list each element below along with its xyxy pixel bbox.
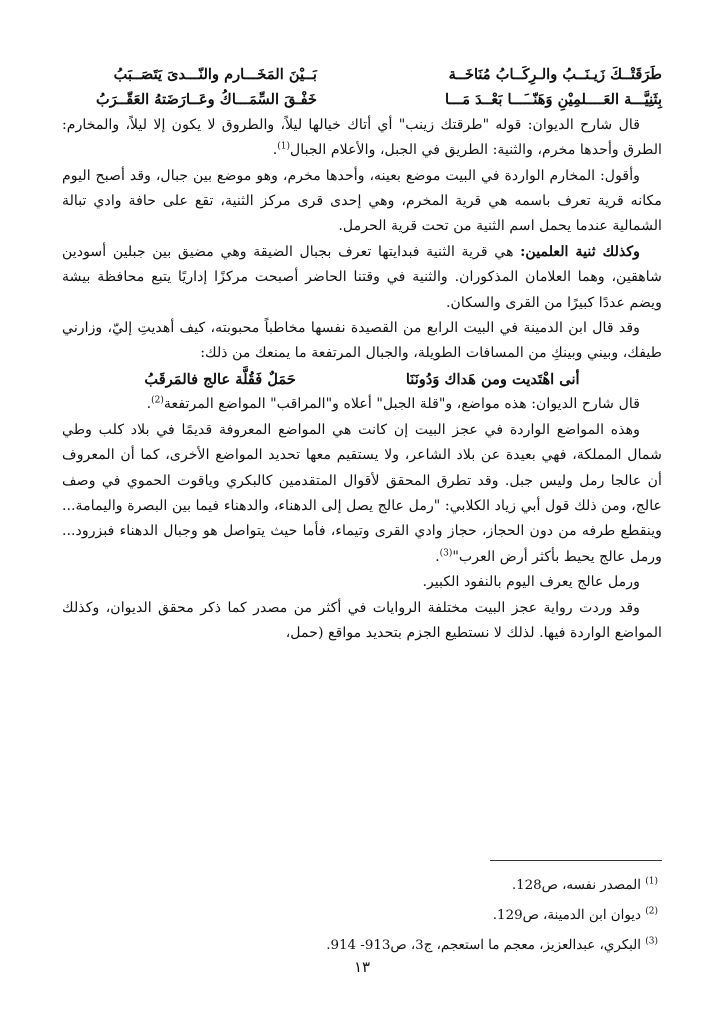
page-body <box>62 62 662 646</box>
paragraph-makharim <box>62 164 662 240</box>
paragraph-text: قال شارح الديوان: قوله "طرقتك زينب" أي أتاك خيالها ليلاً، والطروق لا يكون إلا ليلاً، والمخارم: الطرق وأحدها مخرم، والثنية: الطريق في الجبل، والأعلام الجبال <box>62 116 662 159</box>
paragraph-riwaya <box>62 596 662 647</box>
paragraph-lead: وكذلك ثنية العلمين: <box>520 243 641 260</box>
page-number: ١٣ <box>353 958 371 976</box>
verse-3-hemistich-2: حَمَلٌ فَقُلَّة عالج فالمَرقَبُ <box>144 370 296 388</box>
footnote-ref-2[interactable]: (2) <box>151 395 164 406</box>
footnote-1 <box>62 871 662 901</box>
paragraph-commentary-2 <box>62 392 662 417</box>
paragraph-text: وقد قال ابن الدمينة في البيت الرابع من القصيدة نفسها مخاطباً محبوبته، كيف أهديتِ إليّ، وزارني طيفك، وبيني وبينكِ من المسافات الطويلة، والجبال المرتفعة ما يمنعك من ذلك: <box>62 320 662 362</box>
verse-line-1 <box>62 62 662 87</box>
verse-3-hemistich-1: أنى اهْتَديت ومن هَداك وَدُونَنَا <box>405 370 580 388</box>
footnote-marker: (1) <box>645 876 658 887</box>
paragraph-tail: . <box>146 396 152 413</box>
paragraph-tail: . <box>435 548 440 565</box>
paragraph-ibn-dumayna <box>62 316 662 367</box>
footnote-ref-1[interactable]: (1) <box>277 141 290 152</box>
verse-2-hemistich-1: بِثَنِيَّـــة العَــــلمِيْنِ وَهَنّــَـــا بَعْــدَ مَـــا <box>444 91 662 109</box>
footnote-marker: (3) <box>645 936 658 947</box>
footnote-text: ديوان ابن الدمينة، ص129. <box>492 908 641 923</box>
verse-1-hemistich-2: بَــيْنَ المَخَـــارم والنّـــدىَ يَتَصَــبَبُ <box>113 66 317 83</box>
verse-2-hemistich-2: خَفْـقَ السِّمَـــاكُ وعَــارَضَتهُ العَقّــرَبُ <box>95 91 317 109</box>
footnote-3 <box>62 931 662 961</box>
footnote-text: البكري، عبدالعزيز، معجم ما استعجم، ج3، ص913- 914. <box>326 938 641 953</box>
verse-line-2 <box>62 87 662 112</box>
footnote-text: المصدر نفسه، ص128. <box>511 878 641 893</box>
footnote-marker: (2) <box>645 906 658 917</box>
verse-line-3 <box>62 367 662 392</box>
paragraph-text: وقد وردت رواية عجز البيت مختلفة الروايات في أكثر من مصدر كما ذكر محقق الديوان، وكذلك المواضع الواردة فيها. لذلك لا نستطيع الجزم بتحديد مواقع (حمل، <box>62 599 662 641</box>
footnotes <box>62 860 662 961</box>
paragraph-tail: . <box>272 142 278 159</box>
paragraph-text: هي قرية الثنية فبدايتها تعرف بجبال الضيقة وهي مضيق بين جبلين أسودين شاهقين، وهما العلامان المذكوران. والثنية في وقتنا الحاضر أصبحت مركزًا إداريًا يتبع محافظة بيشة ويضم عددًا كبيرًا من القرى والسكان. <box>62 243 662 311</box>
footnote-ref-3[interactable]: (3) <box>439 547 453 558</box>
paragraph-text: وهذه المواضع الواردة في عجز البيت إن كانت هي المواضع المعروفة قديمًا في بلاد كلب وطي شمال المملكة، فهي بعيدة عن بلاد الشاعر، ولا يستقيم معها تحديد المواضع الأخرى، كما أن المعروف أن عالجا رمل وليس جبل. وقد تطرق المحقق لأقوال المتقدمين كالبكري وياقوت الحموي في وصف عالج، ومن ذلك قول أبي زياد الكلابي: "رمل عالج يصل إلى الدهناء، والدهناء فيما بين البصرة واليمامة... وينقطع طرفه من دون الحجاز، حجاز وادي القرى وتيماء، فأما حيث يتواصل هو وجبال الدهناء فبزرود... ورمل عالج يحيط بأكثر أرض العرب" <box>62 421 662 565</box>
paragraph-nafud <box>62 570 662 595</box>
verse-1-hemistich-1: طَرَقَتْــكَ زَيـنَــبُ والـرِكَــابُ مُنَاخَــة <box>448 66 662 83</box>
paragraph-alij <box>62 418 662 570</box>
footnote-2 <box>62 901 662 931</box>
paragraph-text: قال شارح الديوان: هذه مواضع، و"قلة الجبل" أعلاه و"المراقب" المواضع المرتفعة <box>163 396 640 413</box>
paragraph-commentary-1 <box>62 113 662 164</box>
paragraph-thaniya <box>62 240 662 316</box>
paragraph-text: وأقول: المخارم الواردة في البيت موضع بعينه، وأحدها مخرم، وهو موضع بين جبال، وقد أصبح اليوم مكانه قرية تعرف باسمه هي قرية المخرم، وهي إحدى قرى مركز الثنية، تقع على حافة وادي تبالة الشمالية عندما يحمل اسم الثنية من تحت قرية الحرمل. <box>62 167 662 235</box>
footnote-divider <box>490 860 662 861</box>
paragraph-text: ورمل عالج يعرف اليوم بالنفود الكبير. <box>422 574 640 591</box>
